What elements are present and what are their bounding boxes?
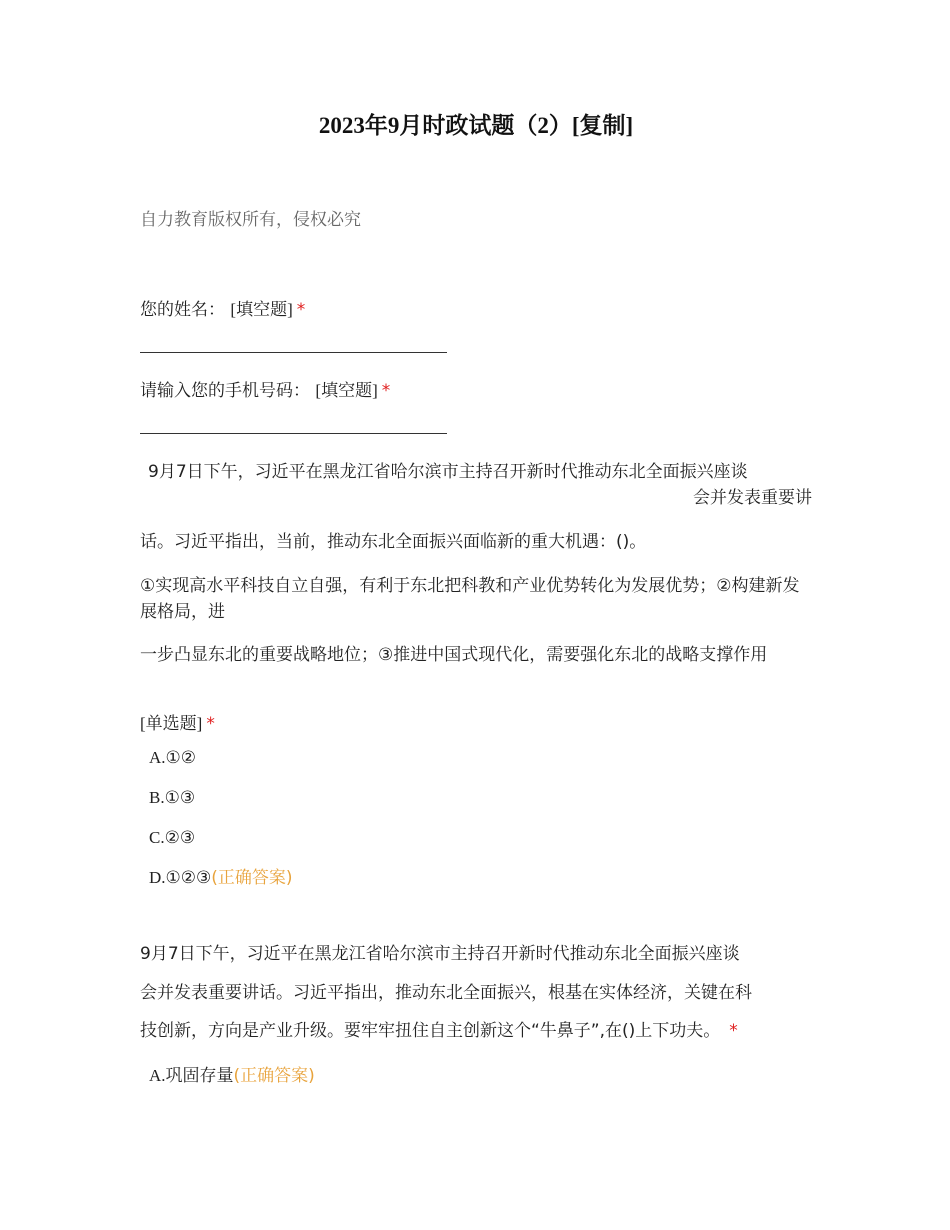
option-text: C.②③ (149, 828, 196, 847)
q2-line-3-text: 技创新，方向是产业升级。要牢牢扭住自主创新这个“牛鼻子”,在()上下功夫。 (140, 1021, 721, 1041)
phone-input[interactable] (140, 433, 447, 434)
page-title: 2023年9月时政试题（2）[复制] (318, 113, 634, 138)
q1-type (140, 711, 812, 737)
phone-type-tag: [填空题] (315, 381, 378, 400)
required-mark: * (206, 714, 215, 734)
q1-line-2: 会并发表重要讲 (693, 488, 812, 508)
option-text: D.①②③ (149, 868, 212, 887)
q2-line-1: 9月7日下午，习近平在黑龙江省哈尔滨市主持召开新时代推动东北全面振兴座谈 (140, 944, 740, 964)
required-mark: * (729, 1021, 738, 1041)
q1-type-tag: [单选题] (140, 714, 203, 733)
q1-option-c[interactable] (149, 825, 195, 851)
copyright-notice: 自力教育版权所有，侵权必究 (140, 210, 361, 230)
phone-label: 请输入您的手机号码： (140, 381, 310, 401)
option-text: A.①② (149, 748, 197, 767)
q2-line-3 (140, 1018, 812, 1044)
name-label: 您的姓名： (140, 300, 225, 320)
q1-statement-2: 一步凸显东北的重要战略地位；③推进中国式现代化，需要强化东北的战略支撑作用 (140, 645, 768, 665)
q1-option-d[interactable] (149, 865, 293, 891)
name-type-tag: [填空题] (230, 300, 293, 319)
q1-option-a[interactable] (149, 745, 196, 771)
name-input[interactable] (140, 352, 447, 353)
q2-line-2: 会并发表重要讲话。习近平指出，推动东北全面振兴，根基在实体经济，关键在科 (140, 983, 752, 1003)
q1-line-1: 9月7日下午，习近平在黑龙江省哈尔滨市主持召开新时代推动东北全面振兴座谈 (148, 462, 748, 482)
option-text: A.巩固存量 (149, 1066, 234, 1085)
q2-option-a[interactable] (149, 1063, 315, 1089)
name-question (140, 297, 812, 323)
required-mark: * (296, 300, 306, 320)
q1-statement-1: ①实现高水平科技自立自强，有利于东北把科教和产业优势转化为发展优势；②构建新发展格局，进 (140, 576, 800, 622)
q1-option-b[interactable] (149, 785, 195, 811)
required-mark: * (381, 381, 391, 401)
option-text: B.①③ (149, 788, 196, 807)
correct-answer-label: (正确答案) (233, 1066, 315, 1086)
correct-answer-label: (正确答案) (211, 868, 293, 888)
q1-line-3: 话。习近平指出，当前，推动东北全面振兴面临新的重大机遇：()。 (140, 532, 647, 552)
phone-question (140, 378, 812, 404)
